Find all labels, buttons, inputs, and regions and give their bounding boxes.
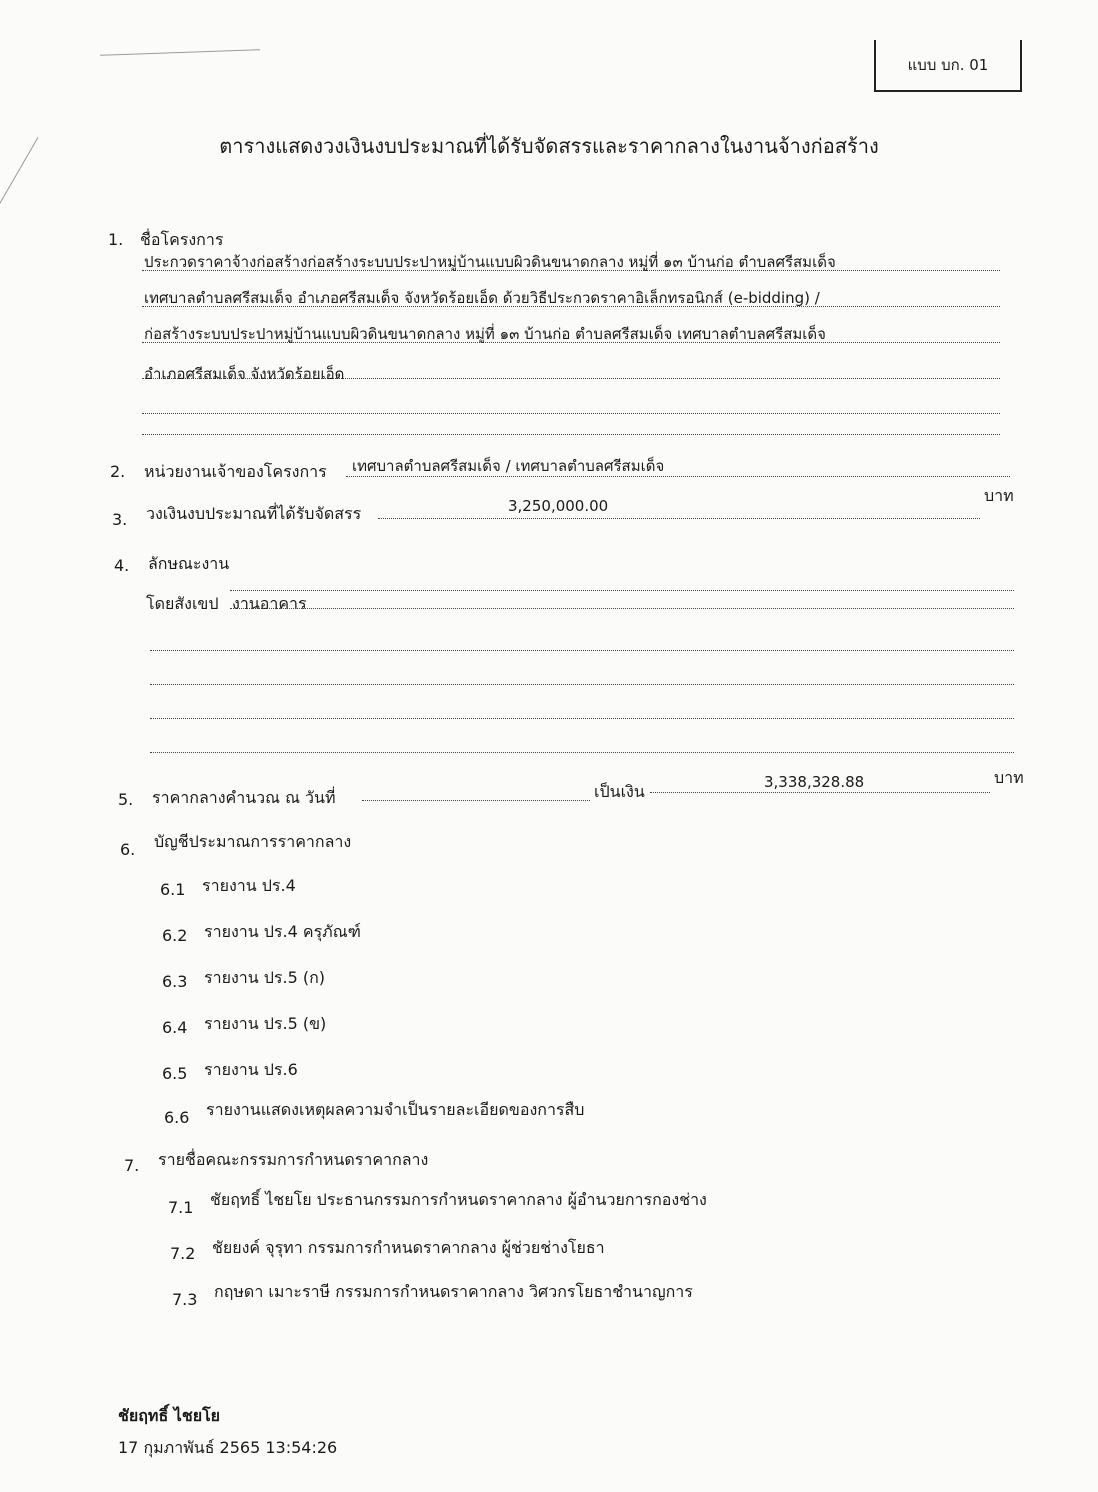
owner-agency-value: เทศบาลตำบลศรีสมเด็จ / เทศบาลตำบลศรีสมเด็จ (352, 457, 665, 475)
list-item: รายงาน ปร.5 (ก) (204, 968, 326, 987)
section4-number: 4. (114, 556, 130, 575)
project-name-line-3: ก่อสร้างระบบประปาหมู่บ้านแบบผิวดินขนาดกลาง หมู่ที่ ๑๓ บ้านก่อ ตำบลศรีสมเด็จ เทศบาลตำบลศรีสมเด็จ (144, 325, 826, 343)
median-price-unit: บาท (994, 768, 1024, 787)
section7-label: รายชื่อคณะกรรมการกำหนดราคากลาง (158, 1150, 429, 1169)
project-name-line-1: ประกวดราคาจ้างก่อสร้างก่อสร้างระบบประปาหมู่บ้านแบบผิวดินขนาดกลาง หมู่ที่ ๑๓ บ้านก่อ ตำบลศรีสมเด็จ (144, 253, 836, 271)
section6-number: 6. (120, 840, 136, 859)
list-item-number: 7.2 (170, 1244, 196, 1263)
list-item: รายงานแสดงเหตุผลความจำเป็นรายละเอียดของการสืบ (206, 1100, 585, 1119)
list-item-number: 6.5 (162, 1064, 188, 1083)
section5-label: ราคากลางคำนวณ ณ วันที่ (152, 788, 336, 807)
dotted-line (150, 752, 1014, 753)
section4-sublabel: โดยสังเขป (146, 594, 219, 613)
list-item-number: 6.6 (164, 1108, 190, 1127)
project-name-line-2: เทศบาลตำบลศรีสมเด็จ อำเภอศรีสมเด็จ จังหวัดร้อยเอ็ด ด้วยวิธีประกวดราคาอิเล็กทรอนิกส์ (e-bidding) / (144, 289, 820, 307)
budget-amount: 3,250,000.00 (508, 497, 609, 515)
section5-mid-label: เป็นเงิน (594, 782, 645, 801)
list-item: รายงาน ปร.4 ครุภัณฑ์ (204, 922, 361, 941)
dotted-line (362, 800, 590, 801)
section3-number: 3. (112, 510, 128, 529)
section4-label: ลักษณะงาน (148, 554, 230, 573)
list-item: รายงาน ปร.6 (204, 1060, 298, 1079)
list-item: รายงาน ปร.4 (202, 876, 296, 895)
form-code-box (874, 40, 1022, 92)
list-item-number: 6.1 (160, 880, 186, 899)
signature-timestamp: 17 กุมภาพันธ์ 2565 13:54:26 (118, 1438, 338, 1457)
dotted-line (142, 413, 1000, 414)
dotted-line (150, 684, 1014, 685)
section2-label: หน่วยงานเจ้าของโครงการ (144, 462, 327, 481)
section2-number: 2. (110, 462, 126, 481)
section7-number: 7. (124, 1156, 140, 1175)
budget-unit: บาท (984, 486, 1014, 505)
dotted-line (150, 650, 1014, 651)
list-item: รายงาน ปร.5 (ข) (204, 1014, 327, 1033)
dotted-line (378, 518, 980, 519)
median-price-amount: 3,338,328.88 (764, 773, 865, 791)
section3-label: วงเงินงบประมาณที่ได้รับจัดสรร (146, 504, 362, 523)
signer-name: ชัยฤทธิ์ ไชยโย (118, 1406, 221, 1425)
dotted-line (650, 792, 990, 793)
section6-label: บัญชีประมาณการราคากลาง (154, 832, 352, 851)
list-item-number: 7.3 (172, 1290, 198, 1309)
list-item: ชัยฤทธิ์ ไชยโย ประธานกรรมการกำหนดราคากลาง ผู้อำนวยการกองช่าง (210, 1190, 707, 1209)
dotted-line (230, 608, 1014, 609)
section1-number: 1. (108, 230, 124, 249)
section1-label: ชื่อโครงการ (140, 230, 224, 249)
list-item-number: 6.3 (162, 972, 188, 991)
list-item-number: 6.2 (162, 926, 188, 945)
form-code: แบบ บก. 01 (907, 56, 989, 74)
project-name-line-4: อำเภอศรีสมเด็จ จังหวัดร้อยเอ็ด (144, 365, 345, 383)
dotted-line (142, 434, 1000, 435)
list-item-number: 7.1 (168, 1198, 194, 1217)
dotted-line (150, 718, 1014, 719)
dotted-line (230, 590, 1014, 591)
list-item: ชัยยงค์ จุรุทา กรรมการกำหนดราคากลาง ผู้ช่วยช่างโยธา (212, 1238, 605, 1257)
list-item: กฤษดา เมาะราษี กรรมการกำหนดราคากลาง วิศวกรโยธาชำนาญการ (214, 1282, 693, 1301)
work-type-value: งานอาคาร (232, 594, 307, 613)
scan-artifact-line (100, 49, 260, 56)
section5-number: 5. (118, 790, 134, 809)
list-item-number: 6.4 (162, 1018, 188, 1037)
document-title: ตารางแสดงวงเงินงบประมาณที่ได้รับจัดสรรและราคากลางในงานจ้างก่อสร้าง (219, 134, 879, 158)
